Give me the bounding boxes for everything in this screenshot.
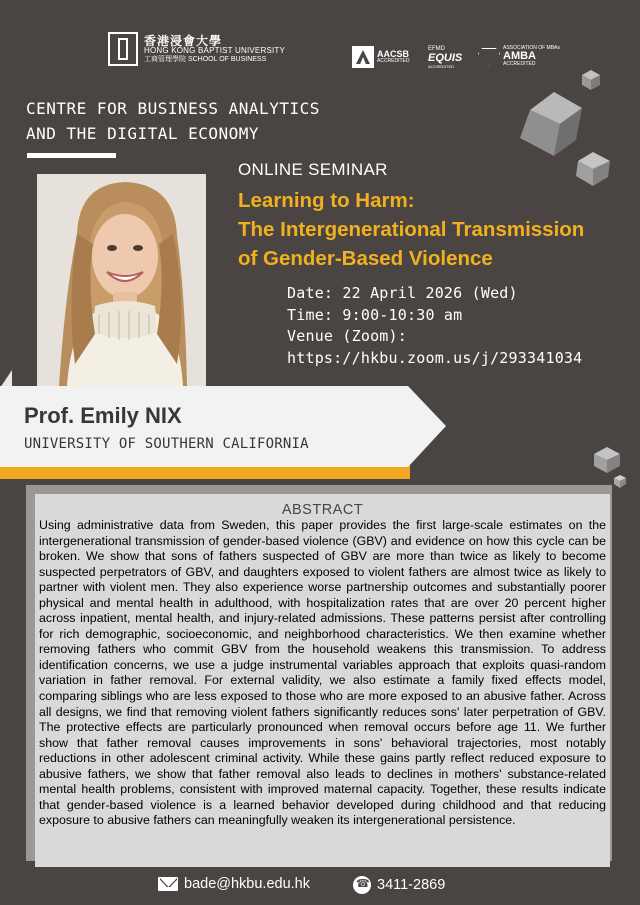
abstract-box (35, 494, 610, 867)
seminar-venue-label: Venue (Zoom): (287, 327, 407, 345)
centre-name (26, 96, 320, 146)
mail-icon (158, 877, 178, 891)
abstract-text: Using administrative data from Sweden, this paper provides the first large-scale estimates on the intergenerational transmission of gender-based violence (GBV) and evidence on how this cycle can be broken. We show that sons of fathers suspected of GBV are more than twice as likely to become suspected perpetrators of GBV, and daughters exposed to violent fathers are almost twice as likely to partner with violent men. They also experience worse partnership outcomes and substantially poorer physical and mental health in adulthood, with hospitalization rates that are over 20 percent higher across inpatient, mental health, and injury-related admissions. These patterns persist after controlling for rich demographic, socioeconomic, and neighborhood characteristics. We then examine whether removing fathers who commit GBV from the household weakens this transmission. To address identification concerns, we use a judge instrumental variables approach that exploits quasi-random variation in father removal. For external validity, we also estimate a family fixed effects model, comparing siblings who are less exposed to those who are more exposed to an abusive father. Across all designs, we find that removing violent fathers significantly reduces sons' later perpetration of GBV. The protective effects are particularly pronounced when removal occurs before age 11. We further show that father removal causes improvements in sons' behavioral trajectories, most notably reductions in other adolescent criminal activity. While these gains partly reflect reduced exposure to abusive fathers, we show that father removal also leads to declines in mothers' substance-related mental health problems, consistent with improved maternal capacity. Together, these results indicate that gender-based violence is a learned behavior developed during childhood and that reducing exposure to abusive fathers can meaningfully weaken its intergenerational persistence. (39, 518, 606, 828)
seminar-title-line1: Learning to Harm: (238, 189, 415, 212)
phone-contact[interactable] (353, 876, 445, 894)
equis-logo-icon: EQUIS (428, 52, 463, 64)
amba-badge (478, 46, 560, 67)
speaker-affiliation: UNIVERSITY OF SOUTHERN CALIFORNIA (24, 436, 309, 452)
university-logo (108, 32, 285, 66)
cube-icon (582, 70, 600, 90)
seminar-title (238, 186, 584, 273)
seminar-title-line3: of Gender-Based Violence (238, 247, 493, 270)
aacsb-badge (352, 46, 410, 68)
contact-footer (0, 872, 640, 898)
email-contact[interactable] (158, 876, 310, 892)
amba-top-label: ASSOCIATION OF MBAs (503, 45, 560, 51)
university-name-block (144, 35, 285, 63)
equis-top-label: EFMD (428, 46, 445, 52)
university-name-en: HONG KONG BAPTIST UNIVERSITY (144, 46, 286, 56)
centre-underline (27, 153, 116, 158)
amba-logo-icon (478, 48, 500, 66)
phone-icon (353, 876, 371, 894)
zoom-link[interactable]: https://hkbu.zoom.us/j/293341034 (287, 348, 583, 367)
abstract-heading: ABSTRACT (281, 502, 364, 518)
cube-icon (614, 475, 626, 488)
university-name-zh: 香港浸會大學 (144, 33, 223, 48)
aacsb-label: AACSB (377, 49, 410, 59)
seminar-title-line2: The Intergenerational Transmission (238, 218, 585, 241)
phone-number[interactable]: 3411-2869 (377, 877, 446, 893)
speaker-name: Prof. Emily NIX (24, 403, 182, 428)
speaker-photo (37, 174, 206, 386)
aacsb-logo-icon (352, 46, 374, 68)
school-name: 工商管理學院 SCHOOL OF BUSINESS (144, 55, 267, 63)
equis-badge (428, 46, 462, 69)
equis-sub-label: ACCREDITED (428, 64, 455, 69)
seminar-details (287, 283, 582, 369)
amba-label: AMBA (503, 50, 536, 62)
university-logo-icon (108, 32, 138, 66)
seminar-date: Date: 22 April 2026 (Wed) (287, 284, 518, 302)
seminar-type-label: ONLINE SEMINAR (238, 160, 388, 179)
aacsb-sub-label: ACCREDITED (377, 58, 410, 64)
amba-sub-label: ACCREDITED (503, 61, 536, 67)
cube-icon (594, 447, 620, 473)
centre-name-line2: AND THE DIGITAL ECONOMY (26, 124, 260, 143)
cube-icon (520, 92, 582, 156)
email-address[interactable]: bade@hkbu.edu.hk (184, 876, 310, 892)
banner-corner-decoration (0, 370, 12, 388)
cube-icon (576, 152, 610, 186)
seminar-time: Time: 9:00-10:30 am (287, 305, 463, 324)
centre-name-line1: CENTRE FOR BUSINESS ANALYTICS (26, 99, 320, 118)
